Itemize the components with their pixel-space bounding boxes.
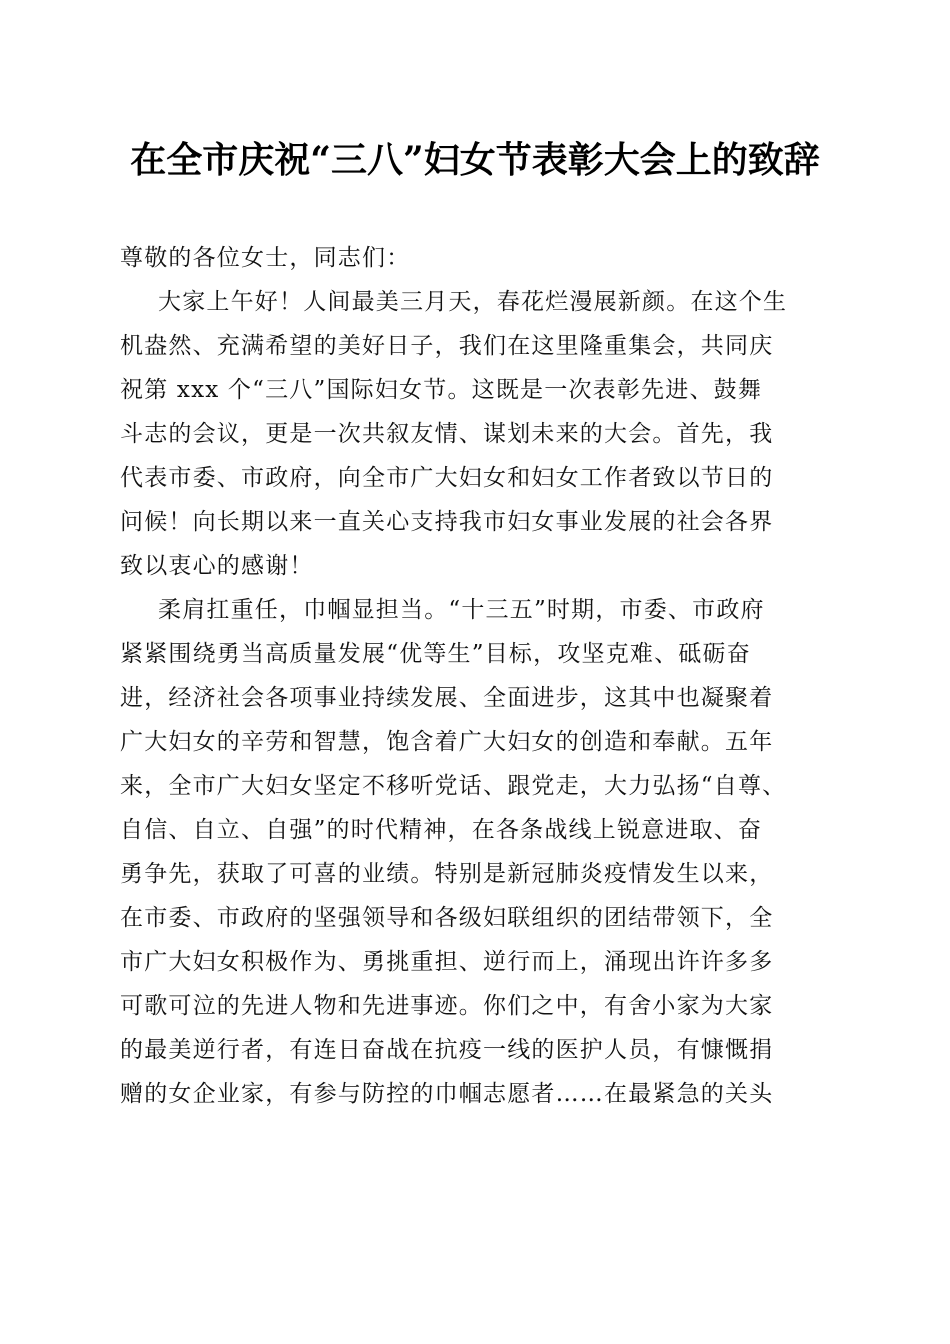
paragraph-line: 来，全市广大妇女坚定不移听党话、跟党走，大力弘扬“自尊、 [120,773,787,799]
paragraph-line: 柔肩扛重任，巾帼显担当。“十三五”时期，市委、市政府 [158,597,765,623]
paragraph-line: 祝第 xxx 个“三八”国际妇女节。这既是一次表彰先进、鼓舞 [120,377,763,403]
paragraph-line: 市广大妇女积极作为、勇挑重担、逆行而上，涌现出许许多多 [120,949,774,975]
paragraph-line: 的最美逆行者，有连日奋战在抗疫一线的医护人员，有慷慨捐 [120,1037,774,1063]
paragraph-line: 问候！向长期以来一直关心支持我市妇女事业发展的社会各界 [120,509,774,535]
paragraph-line: 自信、自立、自强”的时代精神，在各条战线上锐意进取、奋 [120,817,763,843]
paragraph-line: 可歌可泣的先进人物和先进事迹。你们之中，有舍小家为大家 [120,993,774,1019]
salutation: 尊敬的各位女士，同志们： [120,245,411,271]
paragraph-line: 进，经济社会各项事业持续发展、全面进步，这其中也凝聚着 [120,685,774,711]
paragraph-line: 致以衷心的感谢！ [120,553,314,579]
paragraph-line: 大家上午好！人间最美三月天，春花烂漫展新颜。在这个生 [158,289,788,315]
paragraph-line: 紧紧围绕勇当高质量发展“优等生”目标，攻坚克难、砥砺奋 [120,641,751,667]
paragraph-line: 机盎然、充满希望的美好日子，我们在这里隆重集会，共同庆 [120,333,774,359]
paragraph-line: 在市委、市政府的坚强领导和各级妇联组织的团结带领下，全 [120,905,774,931]
document-body [120,236,840,1116]
paragraph-line: 勇争先，获取了可喜的业绩。特别是新冠肺炎疫情发生以来， [120,861,774,887]
paragraph-line: 斗志的会议，更是一次共叙友情、谋划未来的大会。首先，我 [120,421,774,447]
paragraph-line: 代表市委、市政府，向全市广大妇女和妇女工作者致以节日的 [120,465,774,491]
paragraph-line: 广大妇女的辛劳和智慧，饱含着广大妇女的创造和奉献。五年 [120,729,774,755]
paragraph-line: 赠的女企业家，有参与防控的巾帼志愿者……在最紧急的关头 [120,1081,774,1107]
document-title: 在全市庆祝“三八”妇女节表彰大会上的致辞 [130,139,820,181]
